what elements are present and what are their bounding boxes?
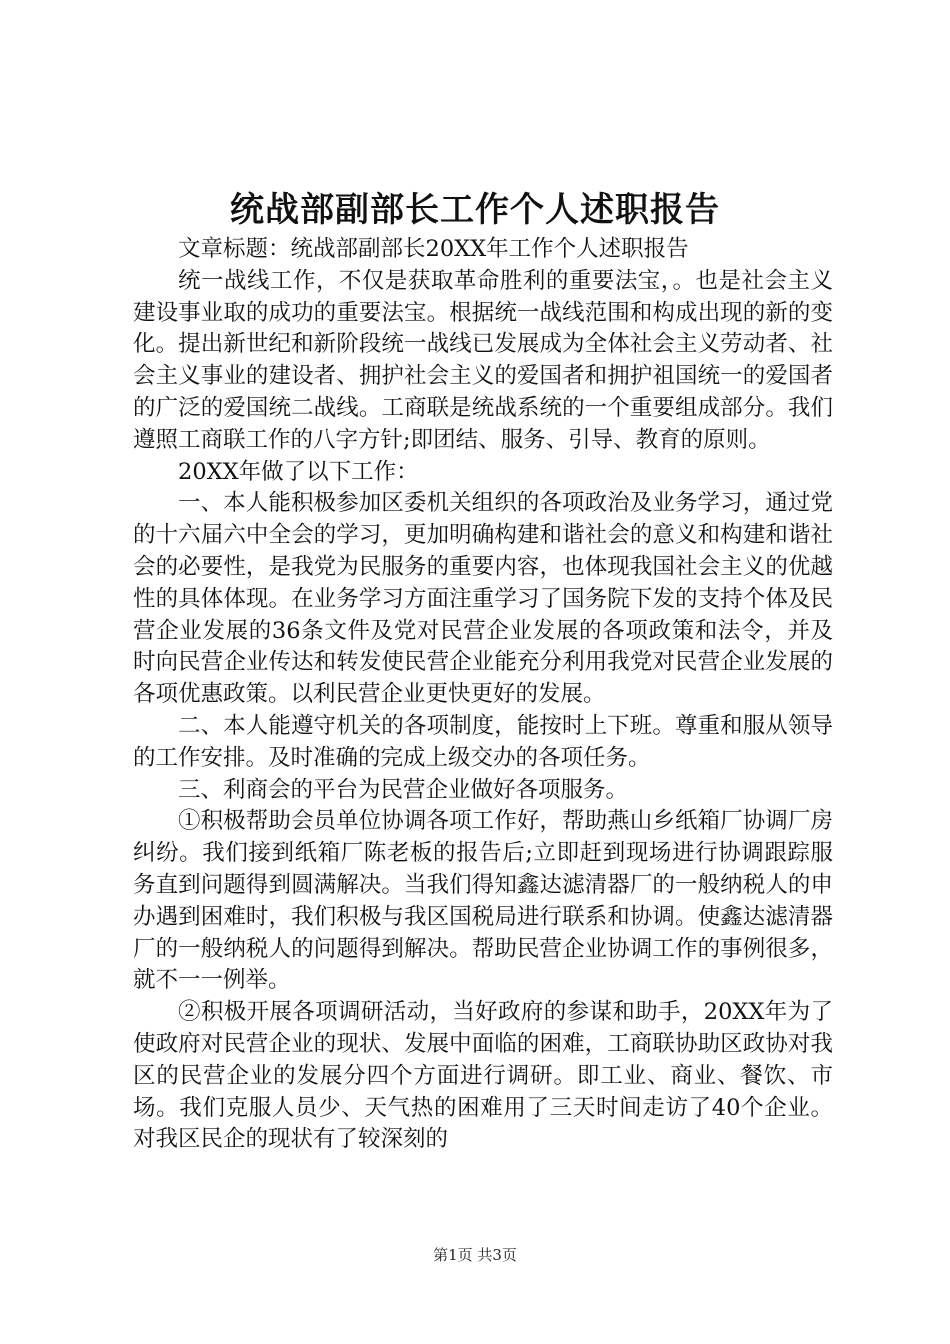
article-title-line: 文章标题：统战部副部长20XX年工作个人述职报告 xyxy=(178,236,689,262)
page-number-footer: 第1页 共3页 xyxy=(433,1246,517,1264)
paragraph-section-2: 二、本人能遵守机关的各项制度，能按时上下班。尊重和服从领导的工作安排。及时准确的完成上级交办的各项任务。 xyxy=(133,712,833,771)
paragraph-section-1: 一、本人能积极参加区委机关组织的各项政治及业务学习，通过党的十六届六中全会的学习，更加明确构建和谐社会的意义和构建和谐社会的必要性，是我党为民服务的重要内容，也体现我国社会主义的优越性的具体体现。在业务学习方面注重学习了国务院下发的支持个体及民营企业发展的36条文件及党对民营企业发展的各项政策和法令，并及时向民营企业传达和转发使民营企业能充分利用我党对民营企业发展的各项优惠政策。以利民营企业更快更好的发展。 xyxy=(133,490,833,708)
document-title: 统战部副部长工作个人述职报告 xyxy=(230,190,720,230)
paragraph-intro: 统一战线工作，不仅是获取革命胜利的重要法宝，。也是社会主义建设事业取的成功的重要法宝。根据统一战线范围和构成出现的新的变化。提出新世纪和新阶段统一战线已发展成为全体社会主义劳动者、社会主义事业的建设者、拥护社会主义的爱国者和拥护祖国统一的爱国者的广泛的爱国统二战线。工商联是统战系统的一个重要组成部分。我们遵照工商联工作的八字方针;即团结、服务、引导、教育的原则。 xyxy=(133,267,833,453)
paragraph-section-3: 三、利商会的平台为民营企业做好各项服务。 xyxy=(178,776,629,803)
paragraph-item-2: ②积极开展各项调研活动，当好政府的参谋和助手，20XX年为了使政府对民营企业的现状、发展中面临的困难，工商联协助区政协对我区的民营企业的发展分四个方面进行调研。即工业、商业、餐饮、市场。我们克服人员少、天气热的困难用了三天时间走访了40个企业。对我区民企的现状有了较深刻的 xyxy=(133,999,833,1153)
paragraph-item-1: ①积极帮助会员单位协调各项工作好，帮助燕山乡纸箱厂协调厂房纠纷。我们接到纸箱厂陈老板的报告后;立即赶到现场进行协调跟踪服务直到问题得到圆满解决。当我们得知鑫达滤清器厂的一般纳税人的申办遇到困难时，我们积极与我区国税局进行联系和协调。使鑫达滤清器厂的一般纳税人的问题得到解决。帮助民营企业协调工作的事例很多，就不一一例举。 xyxy=(133,808,833,994)
paragraph-work-summary: 20XX年做了以下工作： xyxy=(178,458,419,485)
document-body xyxy=(133,234,833,1156)
